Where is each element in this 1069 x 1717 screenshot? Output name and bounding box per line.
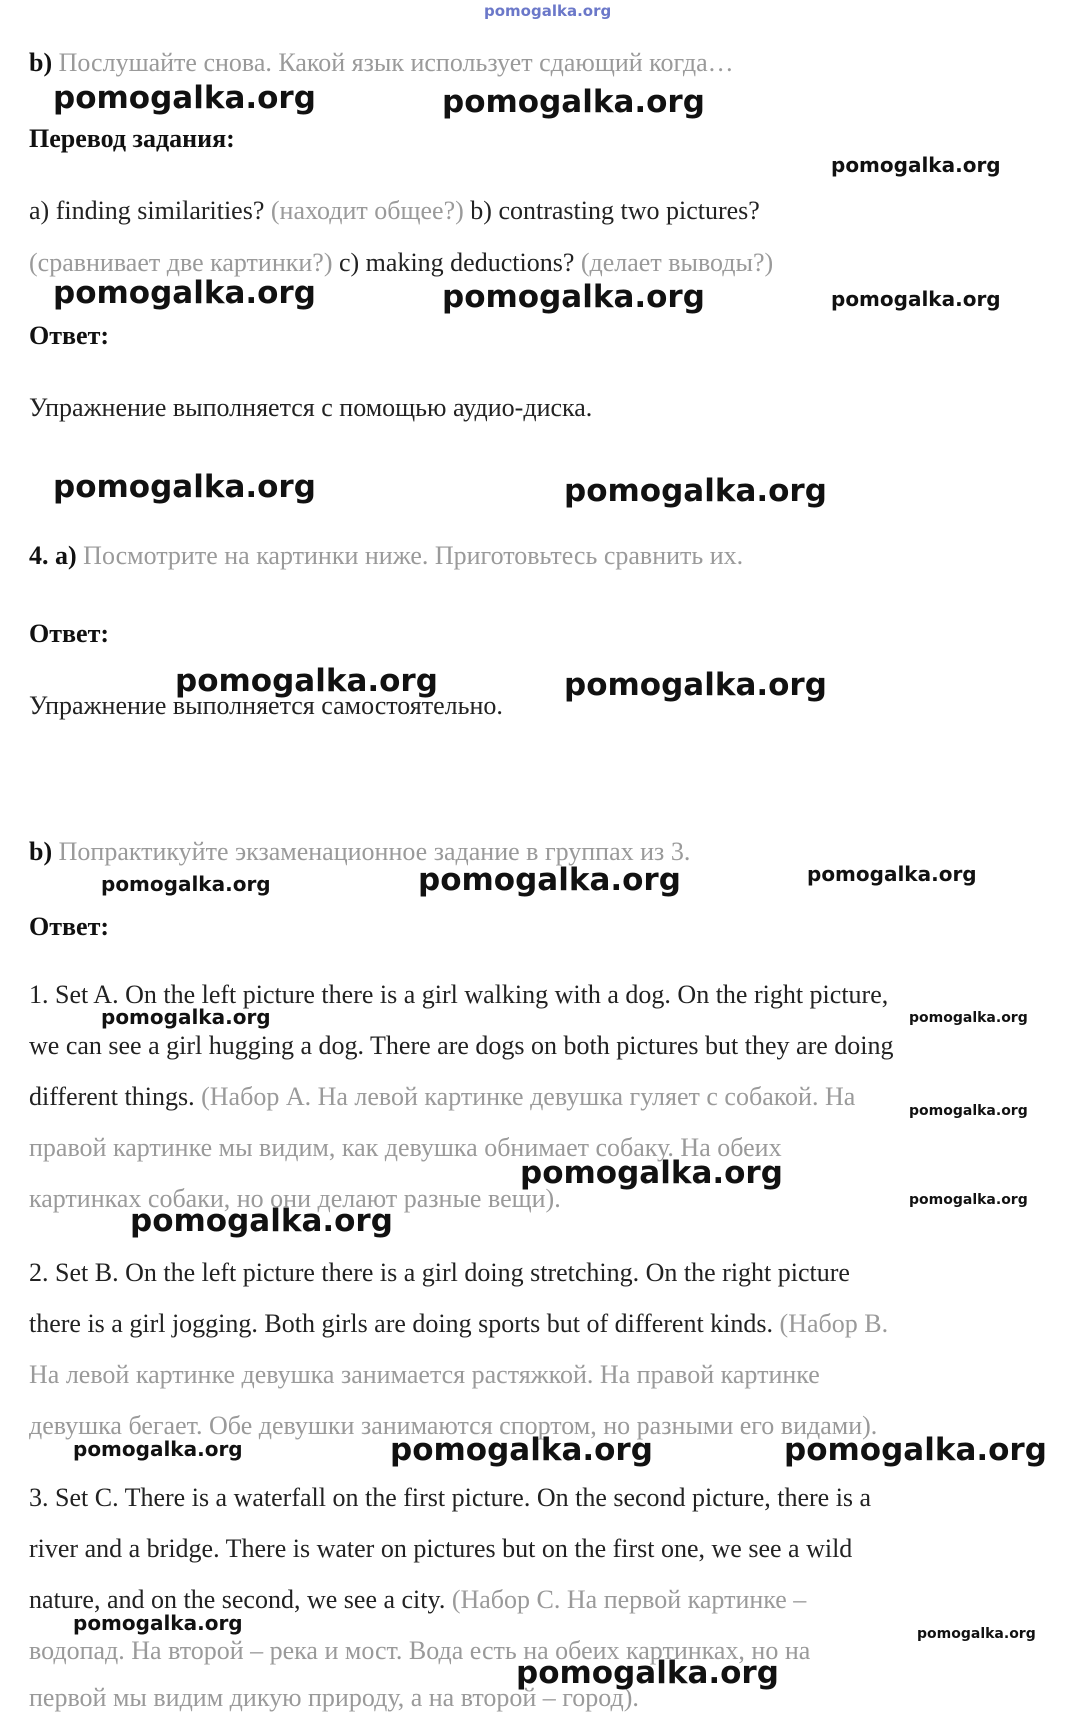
answer-line — [29, 1534, 852, 1564]
answer-line-en: 1. Set A. On the left picture there is a girl walking with a dog. On the right picture, — [29, 980, 889, 1009]
ex3b-instruction: Послушайте снова. Какой язык использует сдающий когда… — [58, 48, 734, 77]
ex4a-label: 4. a) — [29, 541, 77, 570]
ex4b-instruction: Попрактикуйте экзаменационное задание в группах из 3. — [52, 837, 691, 866]
ex3b-instruction-line — [29, 48, 734, 78]
watermark: pomogalka.org — [130, 1203, 393, 1239]
option-a-ru: (находит общее?) — [270, 196, 464, 225]
option-c: c) making deductions? — [332, 248, 581, 277]
watermark: pomogalka.org — [516, 1655, 779, 1691]
option-b: b) contrasting two pictures? — [463, 196, 760, 225]
watermark: pomogalka.org — [53, 80, 316, 116]
watermark: pomogalka.org — [442, 84, 705, 120]
translation-line-2 — [29, 248, 773, 278]
watermark: pomogalka.org — [784, 1432, 1047, 1468]
watermark: pomogalka.org — [390, 1432, 653, 1468]
answer-line-en: there is a girl jogging. Both girls are doing sports but of different kinds. — [29, 1309, 780, 1338]
watermark: pomogalka.org — [53, 469, 316, 505]
answer-line — [29, 1360, 820, 1390]
answer-line-en: we can see a girl hugging a dog. There are dogs on both pictures but they are doing — [29, 1031, 894, 1060]
ex4a-answer: Упражнение выполняется самостоятельно. — [29, 691, 503, 720]
ex4a-answer-heading: Ответ: — [29, 619, 110, 648]
watermark: pomogalka.org — [807, 862, 977, 886]
answer-line-en: 2. Set B. On the left picture there is a girl doing stretching. On the right picture — [29, 1258, 850, 1287]
answer-line-ru: На левой картинке девушка занимается растяжкой. На правой картинке — [29, 1360, 820, 1389]
watermark: pomogalka.org — [73, 1611, 243, 1635]
watermark: pomogalka.org — [909, 1103, 1028, 1119]
answer-line — [29, 1082, 855, 1112]
watermark: pomogalka.org — [73, 1437, 243, 1461]
ex4a-instruction-line — [29, 541, 743, 571]
answer-line-ru: (Набор C. На первой картинке – — [451, 1585, 807, 1614]
answer-line-ru: девушка бегает. Обе девушки занимаются спортом, но разными его видами). — [29, 1411, 878, 1440]
answer-line — [29, 1258, 850, 1288]
option-b-ru: (сравнивает две картинки?) — [29, 248, 333, 277]
watermark: pomogalka.org — [564, 473, 827, 509]
answer-line-ru: первой мы видим дикую природу, а на второй – город). — [29, 1683, 639, 1712]
watermark: pomogalka.org — [564, 667, 827, 703]
answer-line-en: river and a bridge. There is water on pictures but on the first one, we see a wild — [29, 1534, 853, 1563]
answer-line — [29, 1483, 871, 1513]
watermark: pomogalka.org — [909, 1010, 1028, 1026]
watermark: pomogalka.org — [831, 287, 1001, 311]
answer-line — [29, 1309, 888, 1339]
watermark: pomogalka.org — [53, 275, 316, 311]
ex3b-answer-heading: Ответ: — [29, 321, 110, 350]
answer-line-ru: правой картинке мы видим, как девушка обнимает собаку. На обеих — [29, 1133, 782, 1162]
answer-line-ru: картинках собаки, но они делают разные вещи). — [29, 1184, 561, 1213]
ex4a-instruction: Посмотрите на картинки ниже. Приготовьтесь сравнить их. — [76, 541, 744, 570]
answer-line-en: different things. — [29, 1082, 202, 1111]
watermark: pomogalka.org — [520, 1155, 783, 1191]
watermark: pomogalka.org — [917, 1626, 1036, 1642]
answer-line-en: 3. Set C. There is a waterfall on the first picture. On the second picture, there is a — [29, 1483, 872, 1512]
watermark: pomogalka.org — [831, 153, 1001, 177]
answer-line — [29, 1031, 894, 1061]
answer-line-en: nature, and on the second, we see a city. — [29, 1585, 452, 1614]
watermark: pomogalka.org — [175, 663, 438, 699]
watermark: pomogalka.org — [442, 279, 705, 315]
ex4b-answer-heading: Ответ: — [29, 912, 110, 941]
watermark: pomogalka.org — [101, 872, 271, 896]
option-c-ru: (делает выводы?) — [580, 248, 774, 277]
answer-line-ru: (Набор A. На левой картинке девушка гуляет с собакой. На — [201, 1082, 856, 1111]
answer-line-ru: водопад. На второй – река и мост. Вода есть на обеих картинках, но на — [29, 1636, 811, 1665]
answer-line-ru: (Набор B. — [779, 1309, 889, 1338]
ex3b-label: b) — [29, 48, 53, 77]
watermark: pomogalka.org — [418, 862, 681, 898]
ex4b-label: b) — [29, 837, 53, 866]
translation-heading: Перевод задания: — [29, 124, 235, 153]
ex3b-answer: Упражнение выполняется с помощью аудио-диска. — [29, 393, 593, 422]
translation-line-1 — [29, 196, 760, 226]
watermark: pomogalka.org — [909, 1192, 1028, 1208]
top-watermark: pomogalka.org — [484, 2, 612, 20]
watermark: pomogalka.org — [101, 1005, 271, 1029]
option-a: a) finding similarities? — [29, 196, 271, 225]
